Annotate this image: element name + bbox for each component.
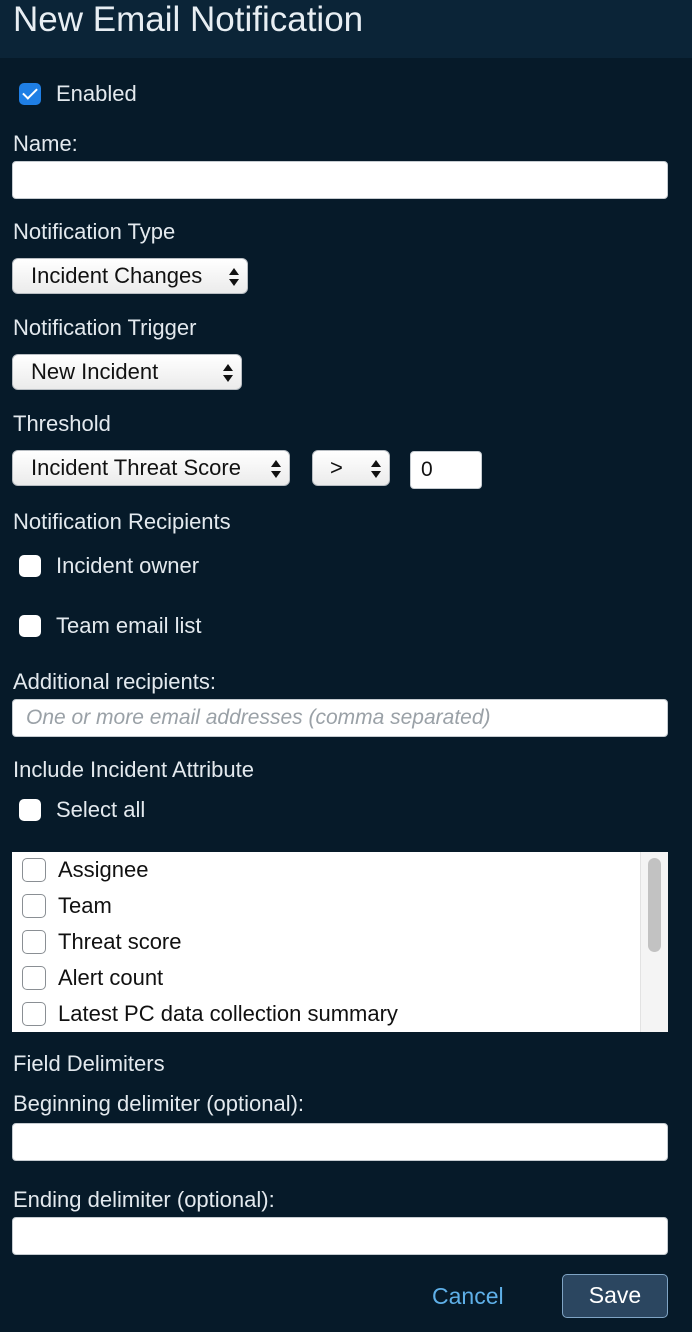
name-label: Name: — [13, 131, 78, 156]
attribute-label: Threat score — [58, 929, 182, 954]
attribute-checkbox[interactable] — [22, 966, 46, 990]
enabled-label: Enabled — [56, 81, 137, 106]
beginning-delimiter-label: Beginning delimiter (optional): — [13, 1091, 305, 1116]
attribute-listbox[interactable] — [12, 852, 668, 1032]
save-button[interactable]: Save — [562, 1274, 668, 1318]
team-email-list-checkbox[interactable] — [19, 615, 41, 637]
threshold-label: Threshold — [13, 411, 111, 436]
listbox-scrollbar[interactable] — [640, 852, 668, 1032]
select-arrows-icon — [223, 364, 233, 382]
beginning-delimiter-input[interactable] — [12, 1123, 668, 1161]
attribute-label: Alert count — [58, 965, 164, 990]
include-attribute-label: Include Incident Attribute — [13, 757, 254, 782]
cancel-button[interactable]: Cancel — [432, 1283, 504, 1309]
attribute-label: Team — [58, 893, 112, 918]
team-email-list-label: Team email list — [56, 613, 202, 638]
name-input[interactable] — [12, 161, 668, 199]
threshold-field-select[interactable] — [12, 450, 290, 486]
list-item[interactable] — [12, 852, 632, 888]
notification-type-select[interactable] — [12, 258, 248, 294]
select-arrows-icon — [229, 268, 239, 286]
ending-delimiter-input[interactable] — [12, 1217, 668, 1255]
threshold-field-value: Incident Threat Score — [31, 455, 241, 480]
attribute-checkbox[interactable] — [22, 858, 46, 882]
threshold-value-input[interactable] — [410, 451, 482, 489]
notification-trigger-select[interactable] — [12, 354, 242, 390]
notification-trigger-value: New Incident — [31, 359, 159, 384]
select-arrows-icon — [271, 460, 281, 478]
field-delimiters-label: Field Delimiters — [13, 1051, 165, 1076]
ending-delimiter-label: Ending delimiter (optional): — [13, 1187, 275, 1212]
attribute-label: Assignee — [58, 857, 149, 882]
threshold-operator-value: > — [330, 455, 343, 480]
attribute-checkbox[interactable] — [22, 1002, 46, 1026]
attribute-checkbox[interactable] — [22, 930, 46, 954]
additional-recipients-input[interactable] — [12, 699, 668, 737]
list-item[interactable] — [12, 888, 632, 924]
attribute-checkbox[interactable] — [22, 894, 46, 918]
notification-trigger-label: Notification Trigger — [13, 315, 197, 340]
list-item[interactable] — [12, 960, 632, 996]
notification-type-value: Incident Changes — [31, 263, 203, 288]
additional-recipients-label: Additional recipients: — [13, 669, 217, 694]
incident-owner-checkbox[interactable] — [19, 555, 41, 577]
enabled-checkbox[interactable] — [19, 83, 41, 105]
incident-owner-label: Incident owner — [56, 553, 200, 578]
scrollbar-thumb[interactable] — [648, 858, 661, 952]
list-item[interactable] — [12, 996, 632, 1032]
notification-recipients-label: Notification Recipients — [13, 509, 231, 534]
list-item[interactable] — [12, 924, 632, 960]
select-arrows-icon — [371, 460, 381, 478]
select-all-checkbox[interactable] — [19, 799, 41, 821]
select-all-label: Select all — [56, 797, 146, 822]
attribute-label: Latest PC data collection summary — [58, 1001, 398, 1026]
threshold-operator-select[interactable] — [312, 450, 390, 486]
dialog-title: New Email Notification — [13, 0, 364, 39]
notification-type-label: Notification Type — [13, 219, 176, 244]
